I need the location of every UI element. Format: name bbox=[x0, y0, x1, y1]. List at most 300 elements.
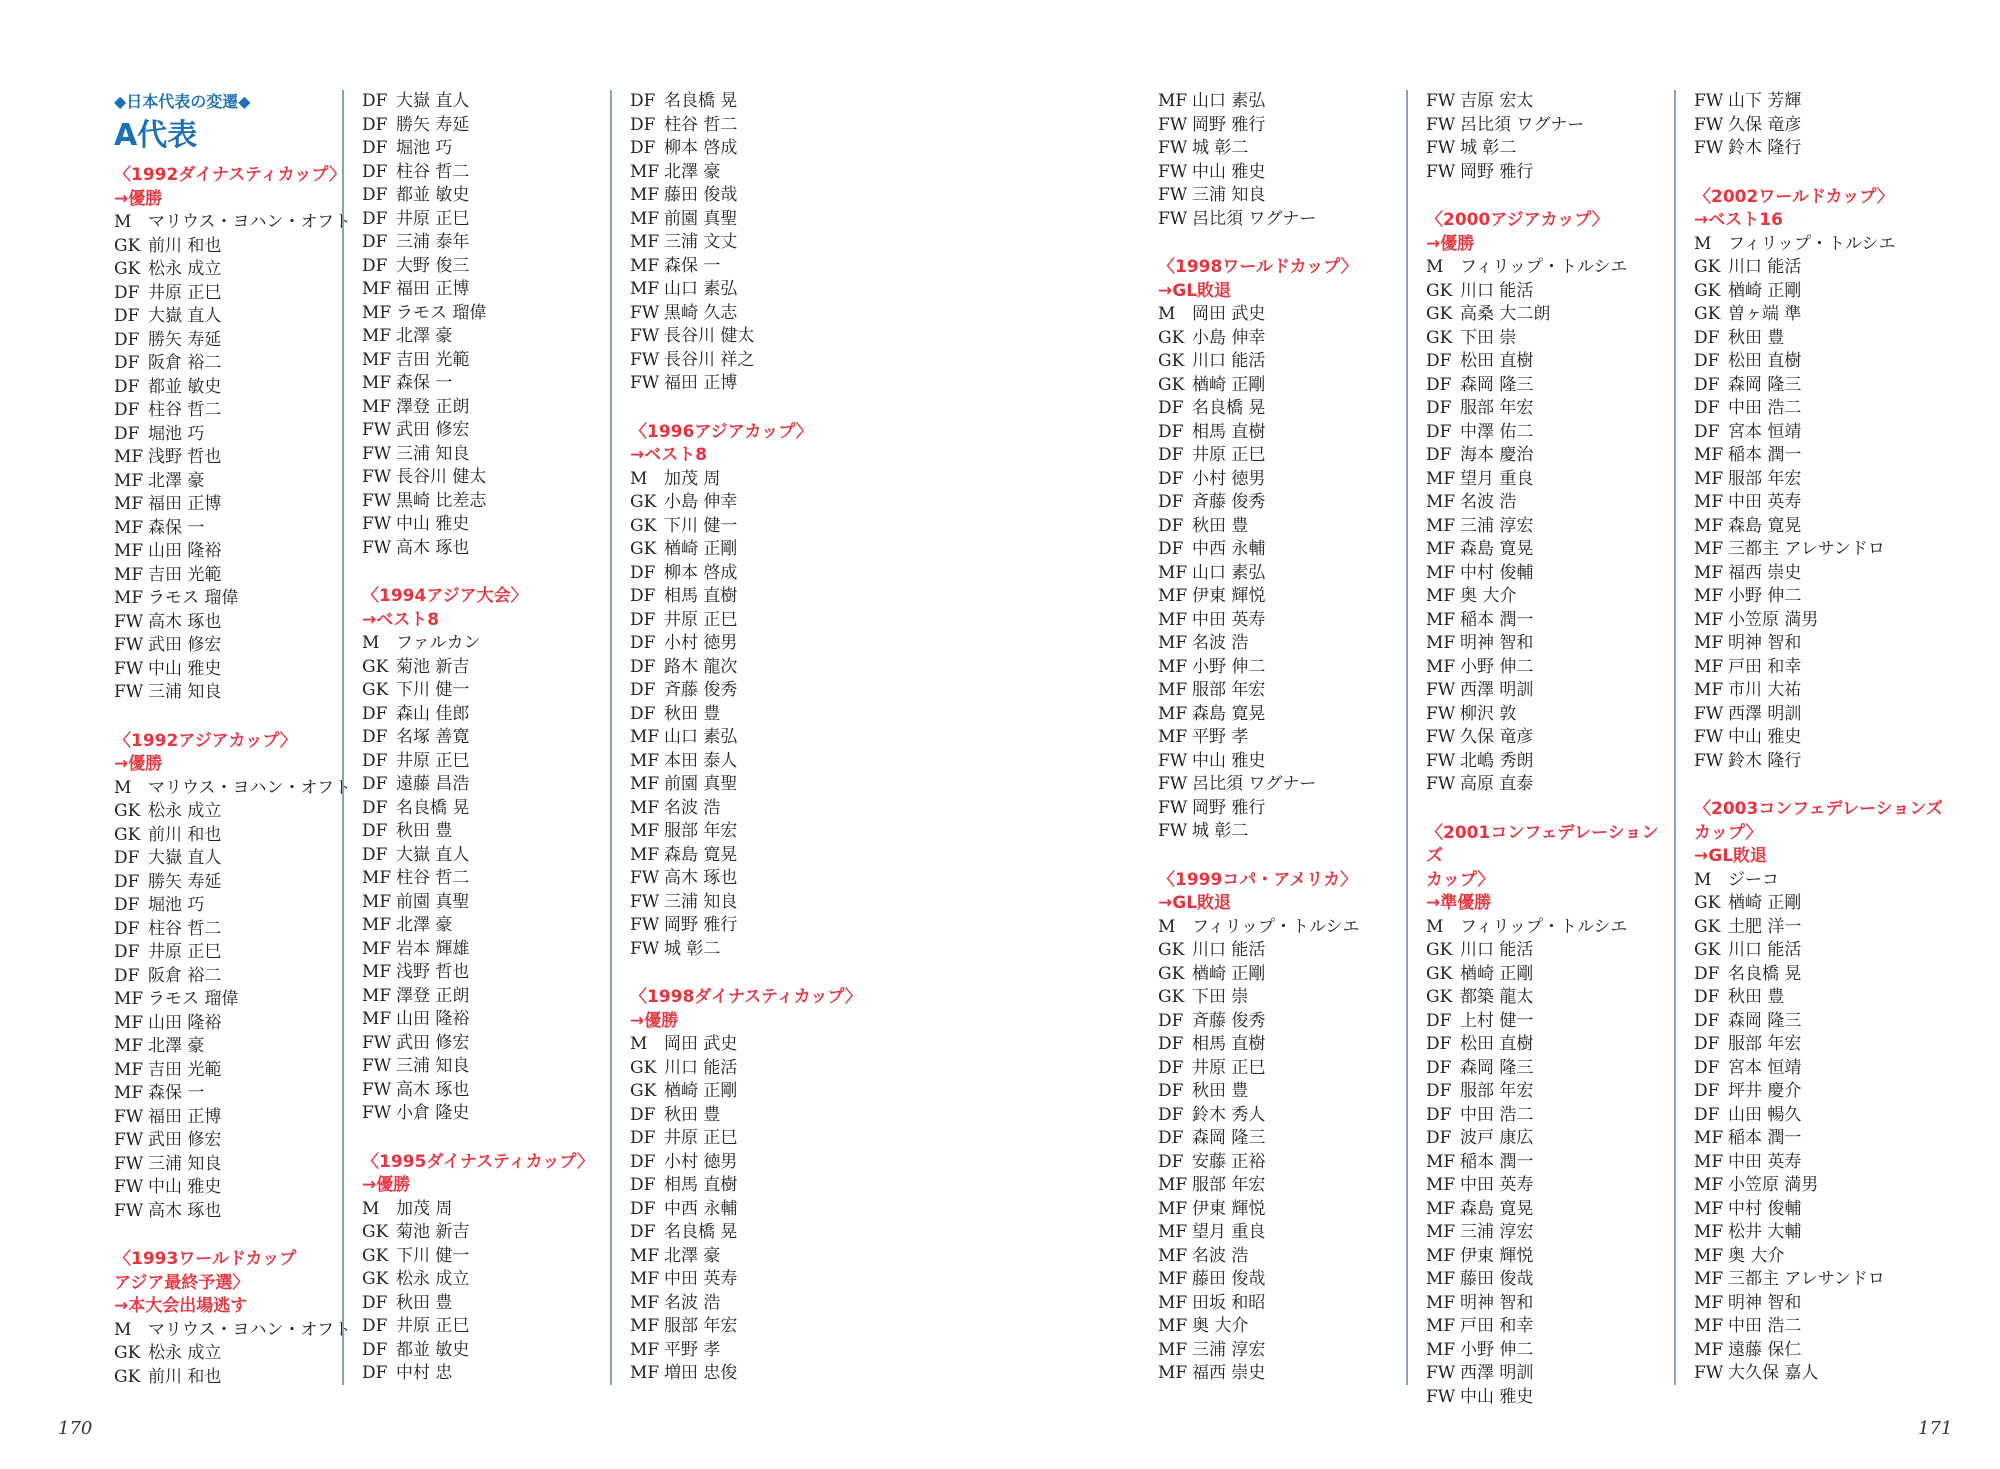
player-position: FW bbox=[114, 1177, 144, 1197]
tournament-heading: 〈2002ワールドカップ〉 bbox=[1694, 186, 1894, 207]
player-position: MF bbox=[630, 774, 660, 794]
player-position: DF bbox=[114, 282, 140, 303]
roster-row bbox=[630, 726, 910, 750]
player-name: 中田 浩二 bbox=[1460, 1104, 1534, 1125]
player-position: FW bbox=[1426, 161, 1456, 182]
player-name: 吉田 光範 bbox=[396, 349, 470, 370]
roster-row bbox=[362, 1032, 608, 1056]
player-position: DF bbox=[1158, 515, 1184, 536]
player-position: MF bbox=[362, 962, 392, 982]
tournament-section bbox=[1426, 90, 1672, 184]
player-name: 斉藤 俊秀 bbox=[1192, 1010, 1266, 1031]
player-name: 浅野 哲也 bbox=[148, 447, 222, 467]
roster-row bbox=[114, 493, 340, 517]
player-position: MF bbox=[114, 447, 144, 467]
player-name: 三浦 知良 bbox=[664, 891, 738, 912]
player-name: 松田 直樹 bbox=[1728, 351, 1802, 371]
player-name: 稲本 潤一 bbox=[1460, 1151, 1534, 1172]
roster-row bbox=[362, 278, 608, 302]
roster-row bbox=[1694, 585, 1974, 609]
roster-row bbox=[1426, 679, 1672, 703]
roster-row bbox=[1694, 679, 1974, 703]
player-name: 稲本 潤一 bbox=[1728, 1128, 1802, 1148]
column-3 bbox=[610, 90, 910, 1385]
roster-row bbox=[114, 423, 340, 447]
tournament-heading: 〈1998ダイナスティカップ〉 bbox=[630, 987, 862, 1007]
player-name: 川口 能活 bbox=[1192, 351, 1266, 371]
player-name: 北澤 豪 bbox=[664, 161, 721, 182]
roster-row bbox=[630, 1033, 910, 1057]
roster-row bbox=[630, 1292, 910, 1316]
tournament-heading: 〈1994アジア大会〉 bbox=[362, 586, 528, 606]
roster-row bbox=[630, 891, 910, 915]
player-position: MF bbox=[114, 541, 144, 561]
roster-row bbox=[1158, 90, 1402, 114]
player-name: 松田 直樹 bbox=[1460, 351, 1534, 371]
player-name: 阪倉 裕二 bbox=[148, 965, 222, 986]
player-position: FW bbox=[630, 326, 660, 346]
roster-row bbox=[114, 871, 340, 895]
player-position: MF bbox=[1694, 1128, 1724, 1148]
player-name: 中田 浩二 bbox=[1728, 1316, 1802, 1336]
player-name: 前川 和也 bbox=[148, 1366, 222, 1387]
player-name: 下田 崇 bbox=[1192, 987, 1249, 1007]
player-name: 森島 寛晃 bbox=[1728, 515, 1802, 536]
roster-row bbox=[630, 1151, 910, 1175]
roster-row bbox=[114, 847, 340, 871]
player-name: 北嶋 秀朗 bbox=[1460, 750, 1534, 771]
player-position: MF bbox=[630, 255, 660, 276]
player-position: DF bbox=[1426, 1128, 1452, 1148]
player-name: 西澤 明訓 bbox=[1728, 703, 1802, 724]
roster-row bbox=[1694, 703, 1974, 727]
player-position: DF bbox=[1426, 374, 1452, 395]
roster-row bbox=[1158, 1080, 1402, 1104]
player-name: マリウス・ヨハン・オフト bbox=[148, 1319, 351, 1340]
player-position: M bbox=[114, 212, 132, 232]
player-name: 福田 正博 bbox=[148, 494, 222, 514]
player-name: 服部 年宏 bbox=[664, 1316, 738, 1336]
player-name: 森岡 隆三 bbox=[1460, 1057, 1534, 1078]
player-position: MF bbox=[630, 208, 660, 229]
player-name: 松井 大輔 bbox=[1728, 1222, 1802, 1242]
player-name: 井原 正巳 bbox=[396, 1316, 470, 1336]
player-name: フィリップ・トルシエ bbox=[1460, 916, 1628, 937]
player-name: 山口 素弘 bbox=[664, 727, 738, 747]
tournament-heading: 〈1992アジアカップ〉 bbox=[114, 730, 297, 751]
player-name: 中村 俊輔 bbox=[1460, 562, 1534, 583]
player-position: FW bbox=[630, 938, 660, 959]
player-position: MF bbox=[1694, 1316, 1724, 1336]
player-name: 勝矢 寿延 bbox=[396, 114, 470, 135]
player-position: FW bbox=[362, 1056, 392, 1076]
roster-row bbox=[1158, 1127, 1402, 1151]
player-name: 宮本 恒靖 bbox=[1728, 421, 1802, 442]
player-position: DF bbox=[630, 1198, 656, 1219]
player-position: M bbox=[114, 1319, 132, 1340]
player-position: MF bbox=[1158, 1222, 1188, 1242]
roster-row bbox=[1694, 1010, 1974, 1034]
player-name: 小倉 隆史 bbox=[396, 1103, 470, 1123]
player-name: 呂比須 ワグナー bbox=[1192, 208, 1317, 229]
player-position: FW bbox=[1426, 703, 1456, 724]
player-name: 川口 能活 bbox=[1460, 940, 1534, 960]
section-kicker: ◆日本代表の変遷◆ bbox=[114, 92, 251, 111]
player-position: DF bbox=[1158, 445, 1184, 465]
player-position: DF bbox=[1426, 1057, 1452, 1078]
roster-row bbox=[1694, 538, 1974, 562]
player-name: 秋田 豊 bbox=[664, 1104, 721, 1125]
player-position: GK bbox=[1158, 987, 1185, 1007]
player-name: 伊東 輝悦 bbox=[1192, 1198, 1266, 1219]
roster-row bbox=[1426, 562, 1672, 586]
player-position: MF bbox=[1694, 468, 1724, 489]
player-position: DF bbox=[630, 1104, 656, 1125]
player-name: 柱谷 哲二 bbox=[148, 400, 222, 420]
player-position: MF bbox=[630, 821, 660, 841]
player-position: MF bbox=[114, 1059, 144, 1080]
player-name: 岡田 武史 bbox=[1192, 304, 1266, 324]
roster-row bbox=[630, 372, 910, 396]
player-name: 服部 年宏 bbox=[1460, 1081, 1534, 1101]
roster-row bbox=[114, 681, 340, 705]
roster-row bbox=[1158, 303, 1402, 327]
player-position: GK bbox=[114, 801, 141, 821]
player-position: MF bbox=[1158, 727, 1188, 747]
player-name: 前園 真聖 bbox=[396, 891, 470, 912]
player-name: 山口 素弘 bbox=[1192, 562, 1266, 583]
player-position: MF bbox=[1158, 609, 1188, 630]
player-position: DF bbox=[362, 232, 388, 252]
roster-row bbox=[1694, 1292, 1974, 1316]
player-name: 森岡 隆三 bbox=[1192, 1128, 1266, 1148]
player-position: GK bbox=[1158, 327, 1185, 348]
roster-row bbox=[114, 1342, 340, 1366]
roster-row bbox=[1158, 1010, 1402, 1034]
player-name: 鈴木 秀人 bbox=[1192, 1104, 1266, 1125]
player-position: DF bbox=[1694, 1104, 1720, 1125]
player-name: 中西 永輔 bbox=[1192, 539, 1266, 559]
player-name: 波戸 康広 bbox=[1460, 1128, 1534, 1148]
roster-row bbox=[362, 161, 608, 185]
tournament-section bbox=[630, 421, 910, 962]
player-position: FW bbox=[362, 514, 392, 534]
roster-row bbox=[1694, 726, 1974, 750]
roster-row bbox=[1158, 750, 1402, 774]
roster-row bbox=[114, 965, 340, 989]
player-name: ラモス 瑠偉 bbox=[396, 302, 487, 323]
player-position: MF bbox=[362, 891, 392, 912]
roster-row bbox=[1426, 750, 1672, 774]
player-position: GK bbox=[114, 235, 141, 256]
player-position: MF bbox=[630, 750, 660, 771]
player-position: MF bbox=[1158, 680, 1188, 700]
player-name: 曽ヶ端 準 bbox=[1728, 304, 1802, 324]
roster-row bbox=[1158, 632, 1402, 656]
player-name: 本田 泰人 bbox=[664, 750, 738, 771]
player-position: DF bbox=[114, 918, 140, 939]
player-position: GK bbox=[1694, 940, 1721, 960]
roster-row bbox=[630, 867, 910, 891]
roster-row bbox=[362, 961, 608, 985]
player-position: MF bbox=[114, 564, 144, 585]
player-position: MF bbox=[1694, 1245, 1724, 1266]
player-position: MF bbox=[1158, 1339, 1188, 1360]
player-position: MF bbox=[1694, 515, 1724, 536]
player-name: 勝矢 寿延 bbox=[148, 329, 222, 350]
player-position: DF bbox=[630, 114, 656, 135]
tournament-result: →本大会出場逃す bbox=[114, 1296, 248, 1316]
player-position: DF bbox=[1158, 1151, 1184, 1172]
player-name: 中田 英寿 bbox=[664, 1269, 738, 1289]
player-position: MF bbox=[630, 1363, 660, 1383]
player-name: 三浦 淳宏 bbox=[1192, 1339, 1266, 1360]
player-position: MF bbox=[1694, 539, 1724, 559]
roster-row bbox=[630, 255, 910, 279]
tournament-section bbox=[362, 1151, 608, 1386]
player-position: DF bbox=[630, 1222, 656, 1242]
tournament-result: →準優勝 bbox=[1426, 893, 1492, 913]
player-name: 斉藤 俊秀 bbox=[1192, 492, 1266, 512]
player-name: 相馬 直樹 bbox=[1192, 1034, 1266, 1054]
player-position: MF bbox=[1426, 1339, 1456, 1360]
player-position: FW bbox=[362, 467, 392, 487]
player-name: 中山 雅史 bbox=[1460, 1386, 1534, 1407]
roster-row bbox=[1158, 1315, 1402, 1339]
player-name: 黒崎 久志 bbox=[664, 302, 738, 323]
player-position: M bbox=[1426, 257, 1444, 277]
roster-row bbox=[114, 352, 340, 376]
player-name: 福田 正博 bbox=[148, 1106, 222, 1127]
player-name: 松永 成立 bbox=[148, 801, 222, 821]
player-position: FW bbox=[362, 537, 392, 558]
roster-row bbox=[362, 1055, 608, 1079]
player-name: 楢崎 正剛 bbox=[1728, 893, 1802, 913]
player-name: 川口 能活 bbox=[1728, 940, 1802, 960]
player-position: DF bbox=[1158, 1128, 1184, 1148]
player-name: 森保 一 bbox=[148, 1083, 205, 1103]
player-position: GK bbox=[1694, 916, 1721, 937]
player-name: 小村 徳男 bbox=[1192, 468, 1266, 489]
roster-row bbox=[1158, 538, 1402, 562]
player-name: 名良橋 晃 bbox=[664, 91, 738, 111]
roster-row bbox=[362, 867, 608, 891]
player-name: 稲本 潤一 bbox=[1728, 445, 1802, 465]
roster-row bbox=[630, 325, 910, 349]
player-name: 長谷川 祥之 bbox=[664, 349, 755, 370]
player-position: MF bbox=[362, 985, 392, 1006]
roster-row bbox=[362, 1008, 608, 1032]
player-position: M bbox=[630, 1034, 648, 1054]
roster-row bbox=[1158, 515, 1402, 539]
player-name: 中村 忠 bbox=[396, 1363, 453, 1383]
roster-row bbox=[630, 231, 910, 255]
player-name: 西澤 明訓 bbox=[1460, 1363, 1534, 1383]
player-name: 長谷川 健太 bbox=[664, 326, 755, 346]
player-name: 伊東 輝悦 bbox=[1192, 586, 1266, 606]
roster-row bbox=[114, 1176, 340, 1200]
player-name: 澤登 正朗 bbox=[396, 396, 470, 417]
roster-row bbox=[1158, 986, 1402, 1010]
roster-row bbox=[630, 679, 910, 703]
player-position: MF bbox=[114, 588, 144, 608]
player-name: 秋田 豊 bbox=[1192, 515, 1249, 536]
player-name: 吉原 宏太 bbox=[1460, 91, 1534, 111]
roster-row bbox=[362, 231, 608, 255]
roster-row bbox=[1158, 820, 1402, 844]
player-position: MF bbox=[114, 1036, 144, 1056]
player-name: ファルカン bbox=[396, 633, 481, 653]
player-name: 楢崎 正剛 bbox=[1460, 963, 1534, 984]
tournament-result: →ベスト8 bbox=[630, 445, 708, 465]
tournament-result: →ベスト16 bbox=[1694, 210, 1783, 230]
player-name: 平野 孝 bbox=[1192, 727, 1249, 747]
player-position: DF bbox=[362, 1316, 388, 1336]
player-position: DF bbox=[362, 1363, 388, 1383]
player-position: FW bbox=[362, 420, 392, 440]
tournament-section bbox=[630, 90, 910, 396]
player-name: 三都主 アレサンドロ bbox=[1728, 1269, 1885, 1289]
player-name: 三浦 知良 bbox=[396, 443, 470, 464]
player-position: FW bbox=[1426, 680, 1456, 700]
roster-row bbox=[362, 703, 608, 727]
player-name: 藤田 俊哉 bbox=[1192, 1269, 1266, 1289]
roster-row bbox=[114, 235, 340, 259]
player-name: 澤登 正朗 bbox=[396, 985, 470, 1006]
player-position: FW bbox=[1426, 138, 1456, 158]
roster-row bbox=[1694, 374, 1974, 398]
player-position: MF bbox=[1158, 1269, 1188, 1289]
player-name: マリウス・ヨハン・オフト bbox=[148, 212, 351, 232]
roster-row bbox=[630, 562, 910, 586]
roster-row bbox=[1426, 1127, 1672, 1151]
player-name: 秋田 豊 bbox=[396, 821, 453, 841]
player-name: 下川 健一 bbox=[664, 515, 738, 536]
roster-row bbox=[114, 211, 351, 235]
tournament-heading: 〈1995ダイナスティカップ〉 bbox=[362, 1151, 594, 1172]
player-name: 武田 修宏 bbox=[148, 1130, 222, 1150]
page-number-right: 171 bbox=[1918, 1418, 1953, 1439]
player-name: 高木 琢也 bbox=[148, 1200, 222, 1221]
player-position: MF bbox=[1426, 1175, 1456, 1195]
player-position: MF bbox=[630, 279, 660, 299]
player-name: 服部 年宏 bbox=[1192, 1175, 1266, 1195]
roster-row bbox=[362, 114, 608, 138]
player-position: FW bbox=[1158, 821, 1188, 841]
roster-row bbox=[1158, 963, 1402, 987]
player-position: FW bbox=[114, 1200, 144, 1221]
roster-row bbox=[630, 208, 910, 232]
roster-row bbox=[630, 538, 910, 562]
roster-row bbox=[362, 750, 608, 774]
player-name: 都並 敏史 bbox=[148, 376, 222, 397]
roster-row bbox=[1158, 1057, 1402, 1081]
player-name: 楢崎 正剛 bbox=[664, 1081, 738, 1101]
roster-row bbox=[1158, 161, 1402, 185]
player-name: 名良橋 晃 bbox=[1728, 963, 1802, 984]
player-name: 前園 真聖 bbox=[664, 208, 738, 229]
player-name: 森山 佳郎 bbox=[396, 703, 470, 724]
player-name: 森岡 隆三 bbox=[1728, 1010, 1802, 1031]
player-name: 望月 重良 bbox=[1460, 468, 1534, 489]
roster-row bbox=[1426, 1174, 1672, 1198]
roster-row bbox=[362, 914, 608, 938]
roster-row bbox=[362, 891, 608, 915]
roster-row bbox=[114, 399, 340, 423]
player-position: MF bbox=[630, 1292, 660, 1313]
roster-row bbox=[1158, 350, 1402, 374]
player-position: DF bbox=[114, 423, 140, 444]
player-position: DF bbox=[1158, 1010, 1184, 1031]
player-position: FW bbox=[1694, 750, 1724, 771]
roster-row bbox=[362, 1315, 608, 1339]
player-name: 浅野 哲也 bbox=[396, 962, 470, 982]
roster-row bbox=[630, 750, 910, 774]
roster-row bbox=[114, 1129, 340, 1153]
roster-row bbox=[362, 797, 608, 821]
player-name: 小島 伸幸 bbox=[664, 492, 738, 512]
player-position: FW bbox=[1694, 727, 1724, 747]
player-position: GK bbox=[1694, 280, 1721, 301]
player-position: M bbox=[114, 777, 132, 798]
player-position: DF bbox=[1694, 1057, 1720, 1078]
roster-row bbox=[1694, 1174, 1974, 1198]
player-position: FW bbox=[114, 1130, 144, 1150]
roster-row bbox=[630, 137, 910, 161]
player-name: 吉田 光範 bbox=[148, 1059, 222, 1080]
player-name: 三浦 知良 bbox=[148, 682, 222, 702]
roster-row bbox=[1426, 350, 1672, 374]
player-name: 名波 浩 bbox=[664, 797, 721, 818]
player-name: 楢崎 正剛 bbox=[1192, 963, 1266, 984]
player-position: MF bbox=[1158, 633, 1188, 653]
player-name: ジーコ bbox=[1728, 869, 1779, 890]
player-position: MF bbox=[1158, 1175, 1188, 1195]
player-name: 井原 正巳 bbox=[148, 282, 222, 303]
tournament-heading: 〈2001コンフェデレーションズ カップ〉 bbox=[1426, 822, 1659, 890]
player-position: DF bbox=[362, 185, 388, 205]
player-position: FW bbox=[1694, 114, 1724, 135]
roster-row bbox=[1694, 491, 1974, 515]
roster-row bbox=[114, 587, 340, 611]
player-position: DF bbox=[1158, 492, 1184, 512]
player-position: DF bbox=[1694, 1010, 1720, 1031]
player-name: 路木 龍次 bbox=[664, 656, 738, 677]
player-name: 三浦 淳宏 bbox=[1460, 515, 1534, 536]
player-name: 長谷川 健太 bbox=[396, 467, 487, 487]
player-position: GK bbox=[1426, 987, 1453, 1007]
roster-row bbox=[1426, 1245, 1672, 1269]
player-name: 岡野 雅行 bbox=[1192, 114, 1266, 135]
player-name: 川口 能活 bbox=[664, 1057, 738, 1078]
roster-row bbox=[362, 1245, 608, 1269]
player-position: MF bbox=[1158, 1198, 1188, 1219]
player-name: フィリップ・トルシエ bbox=[1460, 257, 1628, 277]
player-name: 城 彰二 bbox=[1192, 821, 1249, 841]
player-position: MF bbox=[1158, 1363, 1188, 1383]
roster-row bbox=[630, 1127, 910, 1151]
roster-row bbox=[1694, 1151, 1974, 1175]
column-5 bbox=[1406, 90, 1672, 1407]
player-name: 秋田 豊 bbox=[664, 703, 721, 724]
player-name: 中田 英寿 bbox=[1460, 1175, 1534, 1195]
player-name: 堀池 巧 bbox=[148, 895, 205, 915]
player-position: DF bbox=[1426, 421, 1452, 442]
player-position: FW bbox=[1426, 114, 1456, 135]
roster-row bbox=[114, 329, 340, 353]
player-name: 北澤 豪 bbox=[148, 1036, 205, 1056]
roster-row bbox=[630, 938, 910, 962]
